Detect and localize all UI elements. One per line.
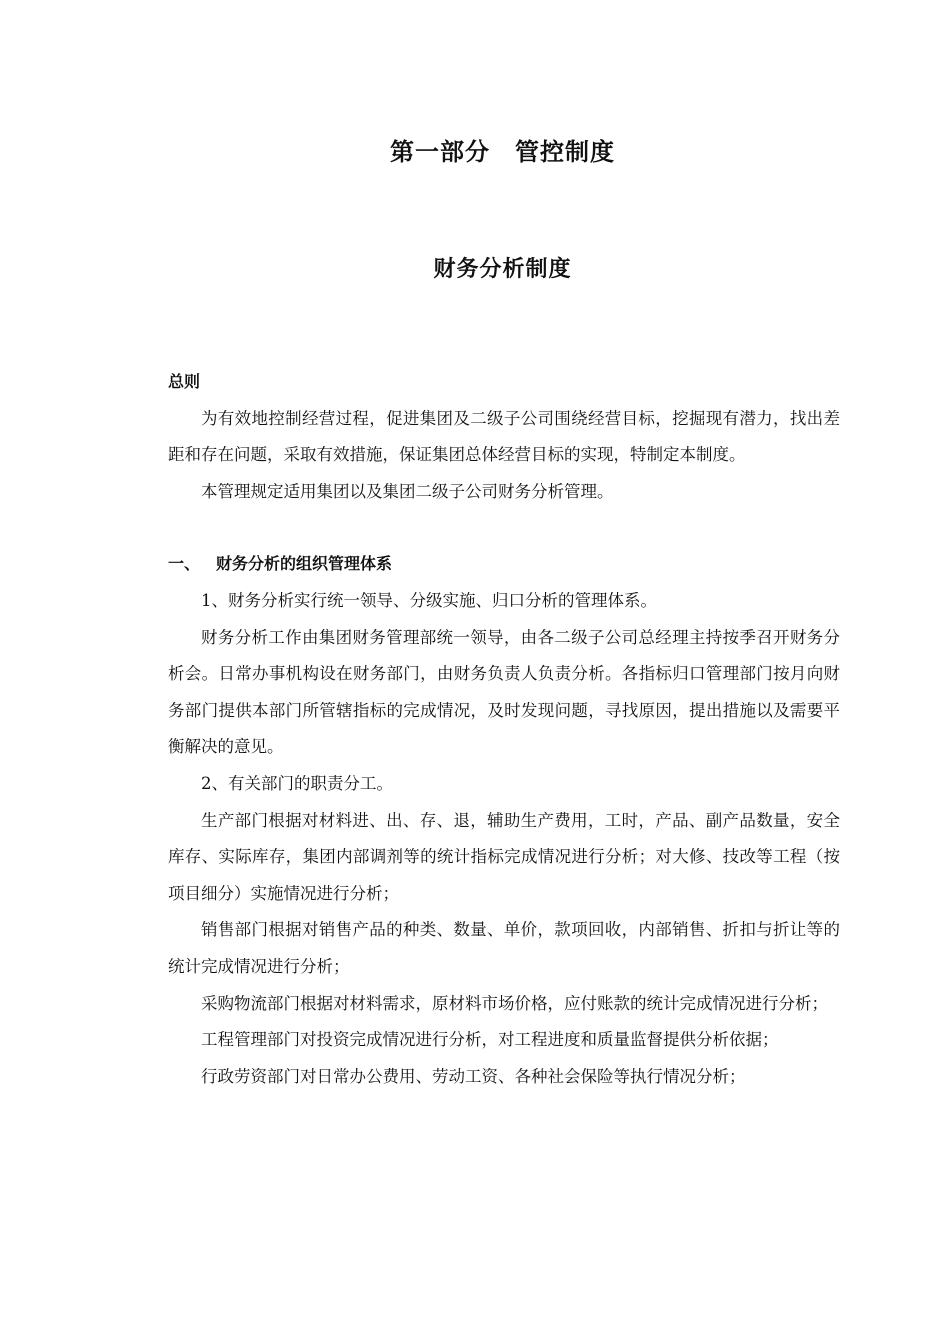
general-heading: 总则: [168, 372, 201, 391]
section-1-paragraph-2: 财务分析工作由集团财务管理部统一领导，由各二级子公司总经理主持按季召开财务分析会。日常办事机构设在财务部门，由财务负责人负责分析。各指标归口管理部门按月向财务部门提供本部门所管辖指标的完成情况，及时发现问题，寻找原因，提出措施以及需要平衡解决的意见。: [168, 627, 840, 757]
section-1-paragraph-1: 1、财务分析实行统一领导、分级实施、归口分析的管理体系。: [201, 590, 657, 610]
section-1-number: 一、: [168, 554, 201, 574]
section-1-paragraph-7: 工程管理部门对投资完成情况进行分析，对工程进度和质量监督提供分析依据；: [201, 1030, 779, 1050]
section-1-paragraph-3: 2、有关部门的职责分工。: [201, 773, 393, 793]
part-title: 第一部分 管控制度: [390, 138, 615, 166]
document-title: 财务分析制度: [433, 257, 572, 282]
section-1-paragraph-5: 销售部门根据对销售产品的种类、数量、单价，款项回收，内部销售、折扣与折让等的统计完成情况进行分析；: [168, 920, 840, 976]
section-1-paragraph-4: 生产部门根据对材料进、出、存、退，辅助生产费用，工时，产品、副产品数量，安全库存、实际库存，集团内部调剂等的统计指标完成情况进行分析；对大修、技改等工程（按项目细分）实施情况进行分析；: [168, 810, 840, 903]
section-1-paragraph-6: 采购物流部门根据对材料需求，原材料市场价格，应付账款的统计完成情况进行分析；: [201, 993, 828, 1013]
section-1-heading: [168, 546, 840, 583]
document-body: [168, 364, 840, 1095]
spacer: [168, 510, 840, 546]
general-paragraph-1: 为有效地控制经营过程，促进集团及二级子公司围绕经营目标，挖掘现有潜力，找出差距和存在问题，采取有效措施，保证集团总体经营目标的实现，特制定本制度。: [168, 408, 840, 465]
section-1-title: 财务分析的组织管理体系: [216, 554, 393, 574]
section-1-paragraph-8: 行政劳资部门对日常办公费用、劳动工资、各种社会保险等执行情况分析；: [201, 1066, 746, 1086]
general-paragraph-2: 本管理规定适用集团以及集团二级子公司财务分析管理。: [201, 481, 614, 501]
